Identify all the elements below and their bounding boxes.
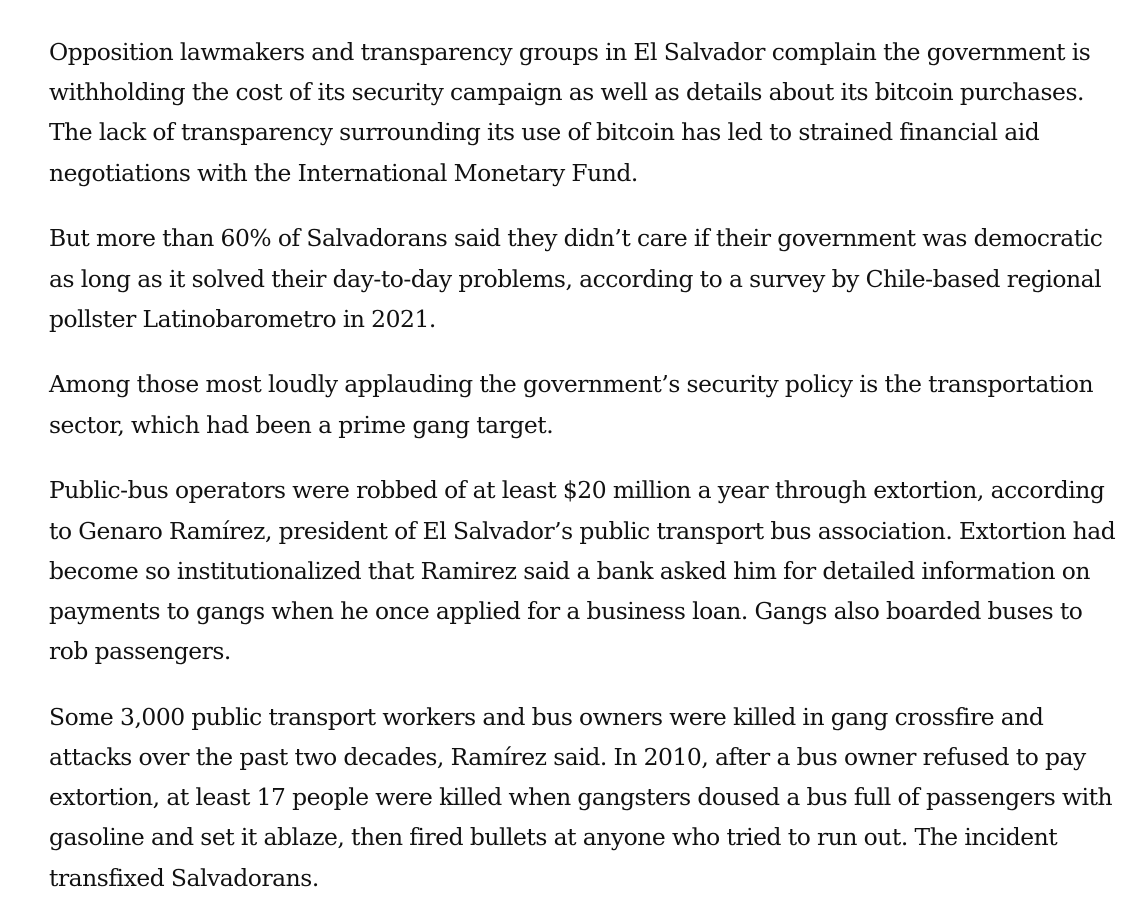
paragraph-killings: Some 3,000 public transport workers and bus owners were killed in gang crossfire and attacks over the past two decades, Ramírez said. In 2010, after a bus owner refused to pay extortion, at least 17 people were killed when gangsters doused a bus full of passengers with gasoline and set it ablaze, then fired bullets at anyone who tried to run out. The incident transfixed Salvadorans. xyxy=(49,702,1113,892)
paragraph-transparency: Opposition lawmakers and transparency groups in El Salvador complain the government is withholding the cost of its security campaign as well as details about its bitcoin purchases. The lack of transparency surrounding its use of bitcoin has led to strained financial aid negotiations with the International Monetary Fund. xyxy=(49,38,1091,187)
article-body xyxy=(49,32,1119,898)
paragraph-survey: But more than 60% of Salvadorans said they didn’t care if their government was democratic as long as it solved their day-to-day problems, according to a survey by Chile-based regional pollster Latinobarometro in 2021. xyxy=(49,224,1103,333)
paragraph-transport-sector: Among those most loudly applauding the government’s security policy is the transportation sector, which had been a prime gang target. xyxy=(49,370,1094,439)
paragraph-extortion: Public-bus operators were robbed of at least $20 million a year through extortion, according to Genaro Ramírez, president of El Salvador’s public transport bus association. Extortion had become so institutionalized that Ramirez said a bank asked him for detailed information on payments to gangs when he once applied for a business loan. Gangs also boarded buses to rob passengers. xyxy=(49,476,1116,666)
